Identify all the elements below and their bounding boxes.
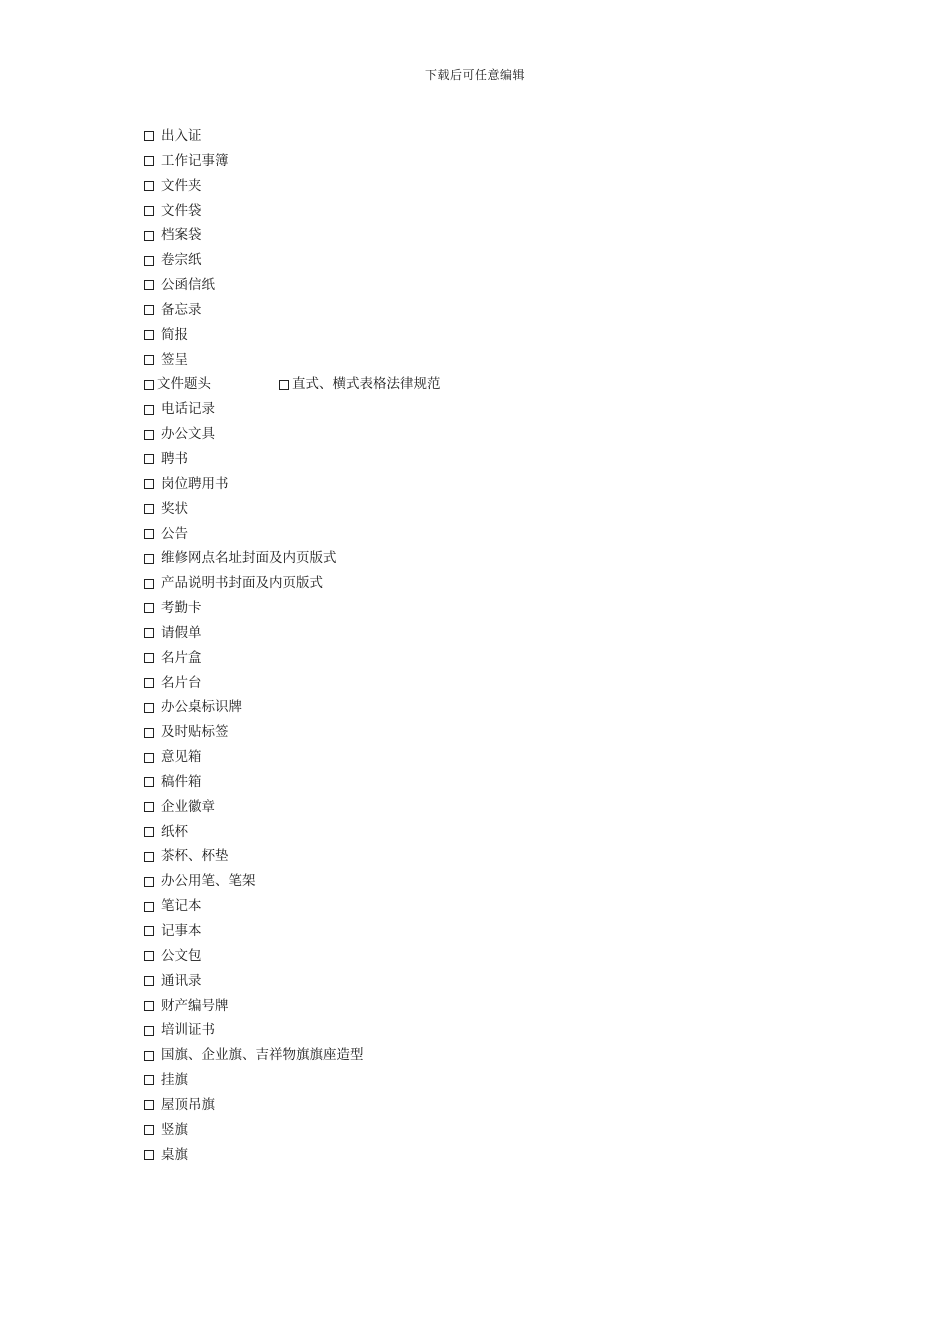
- checklist-item-label: 电话记录: [161, 401, 215, 418]
- checklist-item-label: 公告: [161, 525, 188, 542]
- checklist-item-inline: [279, 372, 441, 397]
- checklist-item-label: 文件题头: [157, 376, 211, 393]
- checklist-item-label: 笔记本: [161, 898, 202, 915]
- checklist-item: [144, 1018, 364, 1043]
- checklist-item-label: 茶杯、杯垫: [161, 848, 229, 865]
- checklist-item: [144, 969, 364, 994]
- checklist-item: [144, 1093, 364, 1118]
- checklist-item-label: 屋顶吊旗: [161, 1096, 215, 1113]
- checklist-item-label: 办公用笔、笔架: [161, 873, 256, 890]
- checklist-item-label: 记事本: [161, 923, 202, 939]
- checkbox-icon[interactable]: [144, 902, 154, 912]
- checklist-item: [144, 124, 364, 149]
- checklist-item-label: 通讯录: [161, 972, 202, 989]
- checklist-item: [144, 223, 364, 248]
- checkbox-icon[interactable]: [144, 1125, 154, 1135]
- checklist-item: [144, 273, 364, 298]
- checklist-item-label: 名片台: [161, 674, 202, 691]
- checklist-item-label: 考勤卡: [161, 600, 202, 617]
- checkbox-icon[interactable]: [144, 1075, 154, 1085]
- checklist-item-label: 办公桌标识牌: [161, 699, 242, 716]
- checklist-item: [144, 1118, 364, 1143]
- checkbox-icon[interactable]: [144, 156, 154, 166]
- checkbox-icon[interactable]: [144, 802, 154, 812]
- checklist-item-label: 及时贴标签: [161, 724, 229, 741]
- checklist-item-label: 直式、横式表格法律规范: [292, 376, 441, 393]
- checklist-item: [144, 348, 364, 373]
- checklist-item-label: 聘书: [161, 450, 188, 467]
- checkbox-icon[interactable]: [144, 1026, 154, 1036]
- checklist-item-label: 意见箱: [161, 749, 202, 766]
- checklist-item-label: 财产编号牌: [161, 997, 229, 1014]
- checklist-item: [144, 497, 364, 522]
- checklist-item-label: 稿件箱: [161, 773, 202, 790]
- checklist-item: [144, 248, 364, 273]
- checklist-item: [144, 695, 364, 720]
- checkbox-icon[interactable]: [144, 877, 154, 887]
- checkbox-icon[interactable]: [144, 330, 154, 340]
- checkbox-icon[interactable]: [144, 653, 154, 663]
- checklist-item-label: 产品说明书封面及内页版式: [161, 575, 323, 592]
- checklist-item: [144, 447, 364, 472]
- checkbox-icon[interactable]: [144, 405, 154, 415]
- checklist-item: [144, 397, 364, 422]
- checklist-item-label: 名片盒: [161, 649, 202, 666]
- checkbox-icon[interactable]: [144, 1150, 154, 1160]
- checkbox-icon[interactable]: [279, 380, 289, 390]
- checkbox-icon[interactable]: [144, 1051, 154, 1061]
- checklist-item: [144, 323, 364, 348]
- checklist-item: [144, 894, 364, 919]
- checklist-item: [144, 944, 364, 969]
- checkbox-icon[interactable]: [144, 753, 154, 763]
- checklist-item: [144, 646, 364, 671]
- checkbox-icon[interactable]: [144, 430, 154, 440]
- checklist-item: [144, 1068, 364, 1093]
- checklist-item-label: 文件夹: [161, 177, 202, 194]
- checklist-item-label: 岗位聘用书: [161, 475, 229, 492]
- checkbox-icon[interactable]: [144, 256, 154, 266]
- checklist-item-label: 简报: [161, 326, 188, 343]
- checklist-item-label: 培训证书: [161, 1022, 215, 1039]
- checkbox-icon[interactable]: [144, 976, 154, 986]
- checklist-item-label: 挂旗: [161, 1072, 188, 1089]
- checklist-item: [144, 844, 364, 869]
- checklist-item: [144, 671, 364, 696]
- checklist-item: [144, 422, 364, 447]
- checkbox-icon[interactable]: [144, 603, 154, 613]
- checklist-item: [144, 745, 364, 770]
- checkbox-icon[interactable]: [144, 703, 154, 713]
- checklist-item: [144, 199, 364, 224]
- checklist-item-label: 奖状: [161, 500, 188, 517]
- checklist-item: [144, 298, 364, 323]
- checkbox-icon[interactable]: [144, 1001, 154, 1011]
- checklist-item-label: 国旗、企业旗、吉祥物旗旗座造型: [161, 1047, 364, 1064]
- checkbox-icon[interactable]: [144, 454, 154, 464]
- checkbox-icon[interactable]: [144, 504, 154, 514]
- checklist-item-label: 工作记事簿: [161, 152, 229, 169]
- checklist-item-label: 公函信纸: [161, 277, 215, 294]
- checkbox-icon[interactable]: [144, 479, 154, 489]
- checklist-item-label: 企业徽章: [161, 798, 215, 815]
- checklist-item: [144, 720, 364, 745]
- checkbox-icon[interactable]: [144, 951, 154, 961]
- checkbox-icon[interactable]: [144, 728, 154, 738]
- checklist-item: [144, 994, 364, 1019]
- checkbox-icon[interactable]: [144, 1100, 154, 1110]
- checklist-item: [144, 770, 364, 795]
- checklist-item-label: 办公文具: [161, 426, 215, 443]
- checklist-item: [144, 372, 441, 397]
- checklist-item: [144, 869, 364, 894]
- checklist-item: [144, 149, 364, 174]
- checklist-item-label: 备忘录: [161, 301, 202, 318]
- checkbox-icon[interactable]: [144, 206, 154, 216]
- checkbox-icon[interactable]: [144, 380, 154, 390]
- checklist: [144, 124, 441, 1167]
- checkbox-icon[interactable]: [144, 355, 154, 365]
- checklist-item: [144, 919, 364, 944]
- checklist-item: [144, 472, 364, 497]
- checklist-item-label: 纸杯: [161, 823, 188, 840]
- checkbox-icon[interactable]: [144, 777, 154, 787]
- checkbox-icon[interactable]: [144, 926, 154, 936]
- checkbox-icon[interactable]: [144, 579, 154, 589]
- checklist-item-label: 公文包: [161, 947, 202, 964]
- checklist-item-label: 文件袋: [161, 202, 202, 219]
- checkbox-icon[interactable]: [144, 280, 154, 290]
- checkbox-icon[interactable]: [144, 554, 154, 564]
- checklist-item: [144, 596, 364, 621]
- checkbox-icon[interactable]: [144, 181, 154, 191]
- checklist-item-label: 签呈: [161, 351, 188, 368]
- checklist-item: [144, 820, 364, 845]
- checklist-item: [144, 621, 364, 646]
- checkbox-icon[interactable]: [144, 827, 154, 837]
- checklist-item-label: 竖旗: [161, 1121, 188, 1138]
- checklist-item: [144, 795, 364, 820]
- checkbox-icon[interactable]: [144, 529, 154, 539]
- checkbox-icon[interactable]: [144, 628, 154, 638]
- checklist-item-label: 请假单: [161, 624, 202, 641]
- checkbox-icon[interactable]: [144, 678, 154, 688]
- checkbox-icon[interactable]: [144, 131, 154, 141]
- checklist-item-label: 卷宗纸: [161, 252, 202, 269]
- checklist-item: [144, 174, 364, 199]
- checkbox-icon[interactable]: [144, 231, 154, 241]
- checkbox-icon[interactable]: [144, 305, 154, 315]
- checklist-item-label: 桌旗: [161, 1146, 188, 1163]
- checklist-item-label: 档案袋: [161, 227, 202, 244]
- checklist-item: [144, 522, 364, 547]
- checklist-item: [144, 546, 364, 571]
- checklist-item: [144, 571, 364, 596]
- page-header: 下载后可任意编辑: [424, 68, 525, 82]
- checklist-item-label: 出入证: [161, 128, 202, 144]
- checklist-item-label: 维修网点名址封面及内页版式: [161, 550, 337, 567]
- checklist-item: [144, 1143, 364, 1168]
- checkbox-icon[interactable]: [144, 852, 154, 862]
- checklist-item: [144, 1043, 364, 1068]
